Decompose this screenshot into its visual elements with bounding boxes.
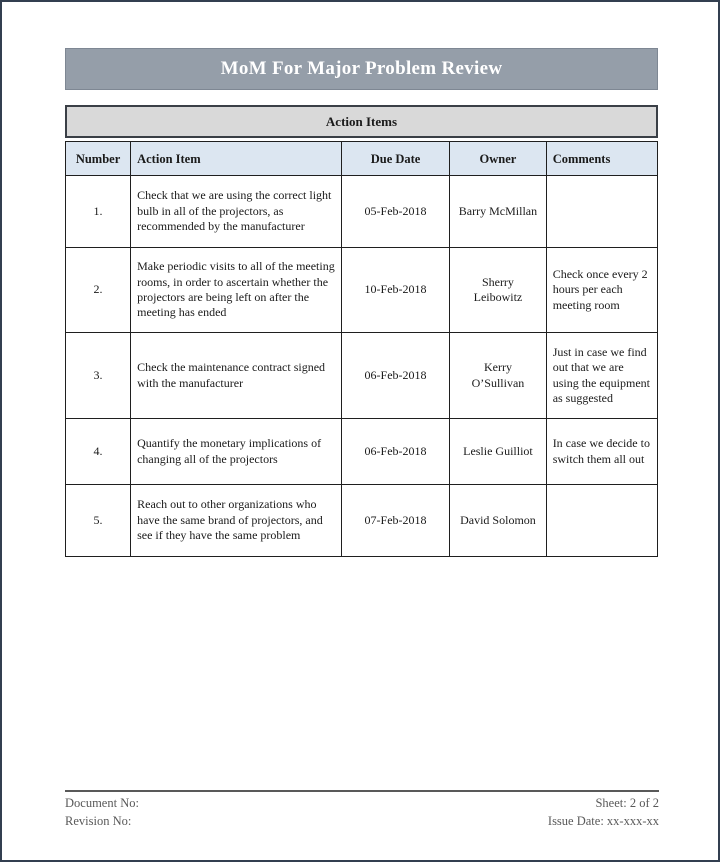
cell-due-date: 07-Feb-2018 [341,485,449,557]
column-header-owner: Owner [450,142,546,176]
table-row [66,333,658,419]
cell-owner: Kerry O’Sullivan [450,333,546,419]
cell-comments [546,485,657,557]
cell-comments: Just in case we find out that we are using the equipment as suggested [546,333,657,419]
cell-owner: Leslie Guilliot [450,419,546,485]
footer-left-block [65,795,139,830]
cell-number: 1. [66,176,131,248]
column-header-due-date: Due Date [341,142,449,176]
column-header-comments: Comments [546,142,657,176]
column-header-number: Number [66,142,131,176]
table-row [66,485,658,557]
table-row [66,176,658,248]
cell-due-date: 06-Feb-2018 [341,333,449,419]
footer-right-block [548,795,659,830]
cell-owner: David Solomon [450,485,546,557]
cell-comments: Check once every 2 hours per each meeting room [546,248,657,333]
cell-action-item: Check the maintenance contract signed with the manufacturer [131,333,342,419]
cell-number: 4. [66,419,131,485]
table-row [66,419,658,485]
action-items-table [65,141,658,557]
cell-action-item: Reach out to other organizations who have the same brand of projectors, and see if they have the same problem [131,485,342,557]
cell-action-item: Quantify the monetary implications of changing all of the projectors [131,419,342,485]
cell-comments [546,176,657,248]
document-no-label: Document No: [65,796,139,810]
cell-due-date: 05-Feb-2018 [341,176,449,248]
cell-number: 3. [66,333,131,419]
action-items-table-body [66,176,658,557]
table-row [66,248,658,333]
cell-owner: Sherry Leibowitz [450,248,546,333]
sheet-label: Sheet: 2 of 2 [595,796,659,810]
table-header-row [66,142,658,176]
cell-owner: Barry McMillan [450,176,546,248]
action-items-caption: Action Items [325,113,398,129]
cell-action-item: Make periodic visits to all of the meeting rooms, in order to ascertain whether the projectors are being left on after the meeting has ended [131,248,342,333]
cell-comments: In case we decide to switch them all out [546,419,657,485]
cell-due-date: 10-Feb-2018 [341,248,449,333]
document-title-banner [65,48,658,90]
cell-number: 5. [66,485,131,557]
action-items-caption-bar [65,105,658,138]
document-title: MoM For Major Problem Review [220,58,503,79]
cell-action-item: Check that we are using the correct light bulb in all of the projectors, as recommended by the manufacturer [131,176,342,248]
cell-number: 2. [66,248,131,333]
cell-due-date: 06-Feb-2018 [341,419,449,485]
page-footer [65,790,659,830]
column-header-action-item: Action Item [131,142,342,176]
revision-no-label: Revision No: [65,813,132,828]
issue-date-label: Issue Date: xx-xxx-xx [547,813,659,828]
